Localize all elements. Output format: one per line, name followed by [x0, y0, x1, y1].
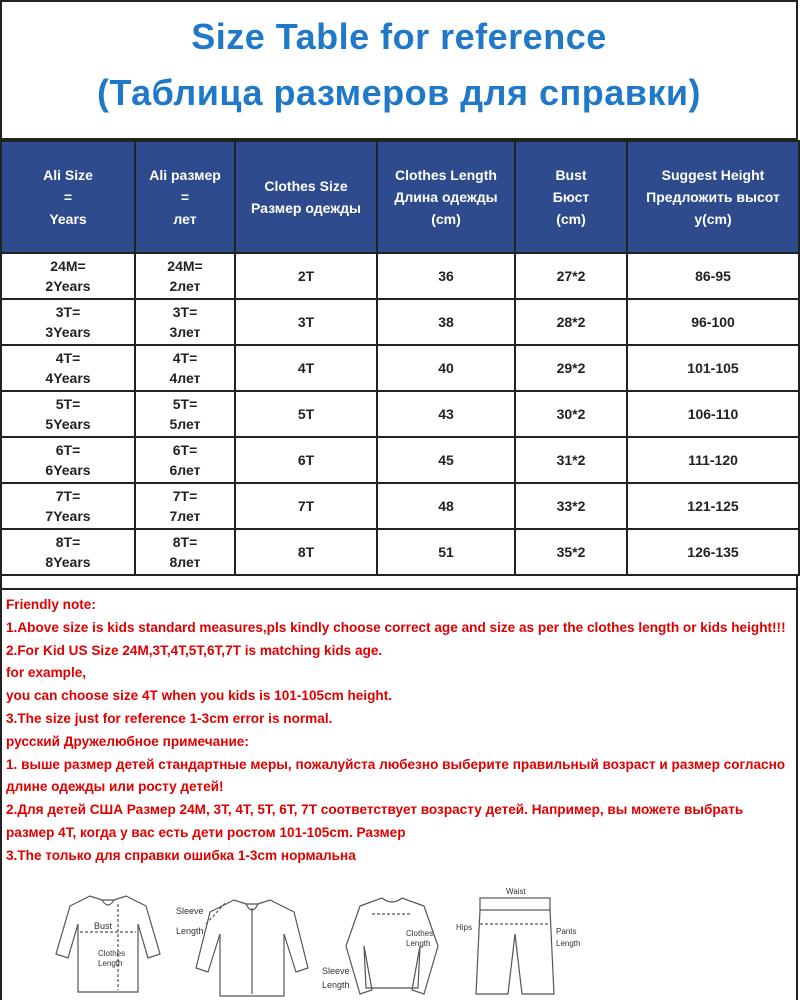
note-line: 2.Для детей США Размер 24M, 3T, 4T, 5T, 6T, 7T соответствует возрасту детей. Например, вы можете выбрать размер 4T, когда у вас есть дети ростом 101-105cm. Размер	[6, 802, 744, 840]
col-clothes-length-header	[377, 141, 515, 253]
diagram-svg	[40, 884, 580, 1000]
label-clothes-length: Clothes	[98, 949, 126, 958]
label-pants-length: Length	[556, 939, 580, 948]
col-suggest-height-header	[627, 141, 799, 253]
table-row	[1, 345, 799, 391]
note-line: 1. выше размер детей стандартные меры, пожалуйста любезно выберите правильный возраст и размер согласно длине одежды или росту детей!	[6, 756, 786, 795]
cell-bust: 29*2	[515, 345, 627, 391]
cell-ali-ru-line: 5лет	[169, 416, 201, 432]
table-row	[1, 299, 799, 345]
col-ali-size-header	[1, 141, 135, 253]
cell-height: 96-100	[627, 299, 799, 345]
header-line: Clothes Size	[264, 178, 348, 194]
cell-ali-ru	[135, 299, 235, 345]
cell-length: 45	[377, 437, 515, 483]
cell-bust: 27*2	[515, 253, 627, 299]
cell-length: 36	[377, 253, 515, 299]
cell-ali-size-line: 2Years	[45, 278, 91, 294]
header-line: Ali Size	[43, 167, 93, 183]
cell-ali-size	[1, 345, 135, 391]
cell-ali-ru-line: 7лет	[169, 508, 201, 524]
header-line: лет	[173, 211, 197, 227]
table-row	[1, 529, 799, 575]
label-hips: Hips	[456, 923, 473, 932]
header-line: (cm)	[431, 211, 461, 227]
header-line: =	[63, 189, 73, 205]
cell-clothes-size: 4T	[235, 345, 377, 391]
header-line: (cm)	[556, 211, 586, 227]
label-clothes-length-2: Length	[98, 959, 123, 968]
cell-ali-size	[1, 437, 135, 483]
header-line: Ali размер	[149, 167, 221, 183]
cell-ali-ru-line: 6лет	[169, 462, 201, 478]
label-sleeve: Sleeve	[176, 906, 204, 916]
table-row	[1, 437, 799, 483]
header-line: Suggest Height	[661, 167, 765, 183]
cell-ali-size-line: 8Years	[45, 554, 91, 570]
cell-ali-size-line: 5Years	[45, 416, 91, 432]
cell-height: 126-135	[627, 529, 799, 575]
col-ali-ru-header	[135, 141, 235, 253]
header-line: Размер одежды	[251, 200, 361, 216]
header-line: Предложить высот	[646, 189, 780, 205]
cell-clothes-size: 8T	[235, 529, 377, 575]
label-raglan-length: Length	[406, 939, 431, 948]
header-line: Бюст	[552, 189, 590, 205]
shirt-sleeve-diagram	[196, 900, 308, 996]
cell-ali-ru-line: 4T=	[172, 350, 198, 366]
size-table	[0, 140, 800, 576]
label-raglan-clothes: Clothes	[406, 929, 434, 938]
cell-clothes-size: 7T	[235, 483, 377, 529]
note-line: 3.The size just for reference 1-3cm error is normal.	[6, 710, 333, 726]
cell-length: 40	[377, 345, 515, 391]
cell-ali-ru-line: 6T=	[172, 442, 198, 458]
cell-ali-size-line: 4T=	[55, 350, 81, 366]
measurement-diagrams	[40, 884, 580, 1000]
label-raglan-sleeve: Sleeve	[322, 966, 350, 976]
cell-ali-ru-line: 7T=	[172, 488, 198, 504]
friendly-note	[0, 588, 798, 872]
note-heading: Friendly note:	[6, 597, 96, 612]
table-body	[1, 253, 799, 575]
cell-length: 48	[377, 483, 515, 529]
label-raglan-sleeve-length: Length	[322, 980, 350, 990]
note-line: русский Дружелюбное примечание:	[6, 733, 249, 749]
cell-ali-size-line: 7Years	[45, 508, 91, 524]
cell-ali-ru-line: 3лет	[169, 324, 201, 340]
table-row	[1, 391, 799, 437]
cell-ali-size-line: 7T=	[55, 488, 81, 504]
cell-ali-size	[1, 483, 135, 529]
cell-ali-ru	[135, 345, 235, 391]
size-table-title	[0, 0, 798, 140]
cell-bust: 30*2	[515, 391, 627, 437]
note-line: for example,	[6, 665, 87, 681]
cell-ali-size	[1, 391, 135, 437]
cell-ali-size-line: 6Years	[45, 462, 91, 478]
cell-height: 106-110	[627, 391, 799, 437]
label-waist: Waist	[506, 887, 526, 896]
label-bust: Bust	[94, 921, 113, 931]
label-pants: Pants	[556, 927, 577, 936]
note-line: 2.For Kid US Size 24M,3T,4T,5T,6T,7T is matching kids age.	[6, 642, 383, 658]
cell-ali-size-line: 3Years	[45, 324, 91, 340]
cell-ali-ru-line: 5T=	[172, 396, 198, 412]
cell-ali-ru	[135, 391, 235, 437]
cell-height: 101-105	[627, 345, 799, 391]
cell-height: 111-120	[627, 437, 799, 483]
cell-ali-size-line: 24M=	[50, 258, 86, 274]
cell-ali-ru-line: 4лет	[169, 370, 201, 386]
cell-ali-ru	[135, 529, 235, 575]
cell-height: 86-95	[627, 253, 799, 299]
title-english: Size Table for reference	[191, 16, 607, 57]
header-line: у(cm)	[694, 211, 732, 227]
note-line: you can choose size 4T when you kids is 101-105cm height.	[6, 688, 393, 704]
cell-ali-size	[1, 529, 135, 575]
header-line: Bust	[555, 167, 587, 183]
header-line: Длина одежды	[394, 189, 498, 205]
cell-ali-ru	[135, 483, 235, 529]
cell-bust: 31*2	[515, 437, 627, 483]
cell-ali-size-line: 6T=	[55, 442, 81, 458]
col-clothes-size-header	[235, 141, 377, 253]
cell-ali-size	[1, 253, 135, 299]
cell-height: 121-125	[627, 483, 799, 529]
cell-ali-ru	[135, 253, 235, 299]
cell-ali-ru-line: 2лет	[169, 278, 201, 294]
cell-ali-size	[1, 299, 135, 345]
note-line: 3.The только для справки ошибка 1-3cm нормальна	[6, 847, 356, 863]
label-sleeve-length: Length	[176, 926, 204, 936]
cell-bust: 28*2	[515, 299, 627, 345]
pants-diagram	[476, 898, 554, 994]
cell-clothes-size: 6T	[235, 437, 377, 483]
shirt-front-diagram	[56, 896, 160, 992]
table-header-row	[1, 141, 799, 253]
cell-ali-ru-line: 8T=	[172, 534, 198, 550]
cell-bust: 35*2	[515, 529, 627, 575]
cell-clothes-size: 3T	[235, 299, 377, 345]
title-russian: (Таблица размеров для справки)	[96, 72, 702, 113]
header-line: Clothes Length	[395, 167, 497, 183]
cell-ali-ru	[135, 437, 235, 483]
note-line: 1.Above size is kids standard measures,pls kindly choose correct age and size as per the clothes length or kids height!!!	[6, 619, 786, 635]
table-row	[1, 483, 799, 529]
cell-ali-size-line: 3T=	[55, 304, 81, 320]
cell-ali-size-line: 4Years	[45, 370, 91, 386]
cell-ali-ru-line: 3T=	[172, 304, 198, 320]
cell-length: 43	[377, 391, 515, 437]
cell-ali-ru-line: 24M=	[167, 258, 203, 274]
cell-ali-size-line: 5T=	[55, 396, 81, 412]
table-row	[1, 253, 799, 299]
cell-clothes-size: 2T	[235, 253, 377, 299]
cell-clothes-size: 5T	[235, 391, 377, 437]
cell-ali-ru-line: 8лет	[169, 554, 201, 570]
cell-bust: 33*2	[515, 483, 627, 529]
cell-length: 51	[377, 529, 515, 575]
cell-length: 38	[377, 299, 515, 345]
col-bust-header	[515, 141, 627, 253]
header-line: =	[180, 189, 190, 205]
cell-ali-size-line: 8T=	[55, 534, 81, 550]
header-line: Years	[49, 211, 87, 227]
